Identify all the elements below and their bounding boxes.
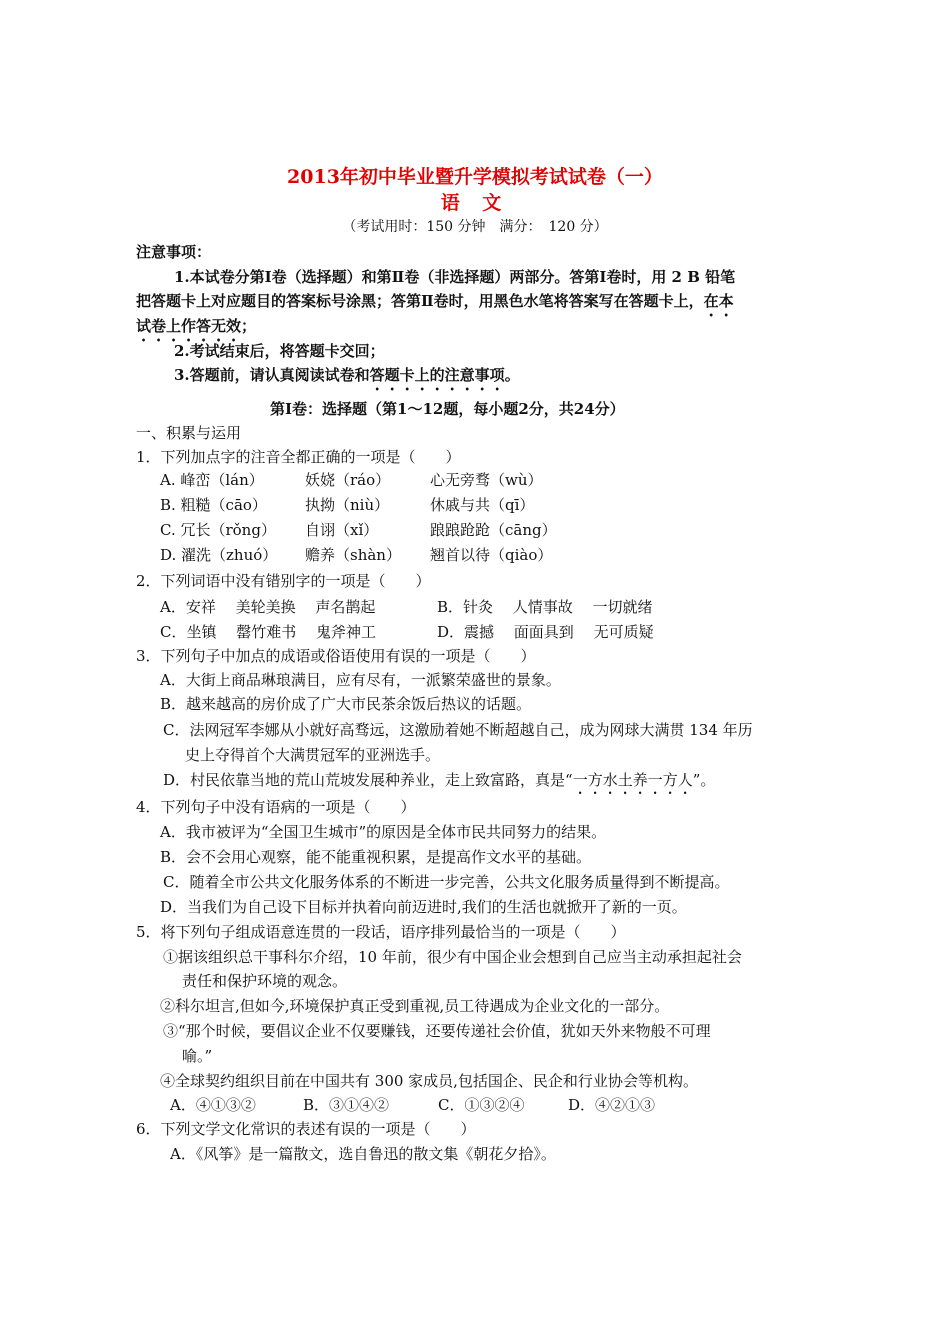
dotted-text: 在本 — [703, 292, 734, 310]
q6-option-a: A．《风筝》是一篇散文，选自鲁迅的散文集《朝花夕拾》。 — [170, 1145, 556, 1163]
dotted-text: 答题卡上的注意事项 — [369, 366, 505, 384]
q4-option-a: A．我市被评为“全国卫生城市”的原因是全体市民共同努力的结果。 — [160, 823, 607, 841]
q6-stem: 6．下列文学文化常识的表述有误的一项是（ ） — [136, 1120, 476, 1138]
q4-stem: 4．下列句子中没有语病的一项是（ ） — [136, 798, 416, 816]
q1-stem: 1．下列加点字的注音全都正确的一项是（ ） — [136, 448, 461, 466]
section-heading: 第Ⅰ卷：选择题（第1～12题，每小题2分，共24分） — [270, 400, 625, 418]
notice-item-2: 2.考试结束后，将答题卡交回； — [174, 342, 385, 360]
notice-heading: 注意事项： — [136, 243, 212, 261]
q5-sentence-3-cont: 喻。” — [182, 1047, 213, 1065]
q5-sentence-1: ①据该组织总干事科尔介绍，10 年前，很少有中国企业会想到自己应当主动承担起社会 — [163, 948, 742, 966]
subject-title: 语 文 — [440, 192, 510, 214]
dotted-text: 试卷上作答无效 — [136, 317, 242, 335]
q3-option-d: D．村民依靠当地的荒山荒坡发展种养业，走上致富路，真是“一方水土养一方人”。 — [163, 771, 716, 789]
exam-info: （考试用时：150 分钟 满分： 120 分） — [342, 219, 608, 235]
notice-item-1-line-1: 1.本试卷分第Ⅰ卷（选择题）和第Ⅱ卷（非选择题）两部分。答第Ⅰ卷时，用 2 B 铅笔 — [174, 268, 736, 286]
notice-item-1-line-2: 把答题卡上对应题目的答案标号涂黑；答第Ⅱ卷时，用黑色水笔将答案写在答题卡上，在本 — [136, 292, 734, 310]
exam-page: 2013年初中毕业暨升学模拟考试试卷（一） 语 文 （考试用时：150 分钟 满分： 120 分） 注意事项： 1.本试卷分第Ⅰ卷（选择题）和第Ⅱ卷（非选择题）两部分。答第Ⅰ卷时，用 2 B 铅笔 把答题卡上对应题目的答案标号涂黑；答第Ⅱ卷时，用黑色水笔将答案写在答题卡上，在本 试卷上作答无效； 2.考试结束后，将答题卡交回； 3.答题前，请认真阅读试卷和答题卡上的注意事项。 第Ⅰ卷：选择题（第1～12题，每小题2分，共24分） 一、积累与运用 1．下列加点字的注音全都正确的一项是（ ） A. 峰峦（lán） 妖娆（ráo） 心无旁骛（wù） B. 粗糙（cāo） 执拗（niù） 休戚与共（qī） C. 冗长（rǒng） 自诩（xǐ） 踉踉跄跄（cāng） D. 濯洗（zhuó） 赡养（shàn） 翘首以待（qiào） 2．下列词语中没有错别字的一项是（ ） A．安祥 美轮美换 声名鹊起 B．针灸 人情事故 一切就绪 C．坐镇 罄竹难书 鬼斧神工 D．震撼 面面具到 无可质疑 3．下列句子中加点的成语或俗语使用有误的一项是（ ） A．大街上商品琳琅满目，应有尽有，一派繁荣盛世的景象。 B．越来越高的房价成了广大市民茶余饭后热议的话题。 C．法网冠军李娜从小就好高骛远，这激励着她不断超越自己，成为网球大满贯 134 年历 史上夺得首个大满贯冠军的亚洲选手。 D．村民依靠当地的荒山荒坡发展种养业，走上致富路，真是“一方水土养一方人”。 4．下列句子中没有语病的一项是（ ） A．我市被评为“全国卫生城市”的原因是全体市民共同努力的结果。 B．会不会用心观察，能不能重视积累，是提高作文水平的基础。 C．随着全市公共文化服务体系的不断进一步完善，公共文化服务质量得到不断提高。 D．当我们为自己设下目标并执着向前迈进时,我们的生活也就掀开了新的一页。 5．将下列句子组成语意连贯的一段话，语序排列最恰当的一项是（ ） ①据该组织总干事科尔介绍，10 年前，很少有中国企业会想到自己应当主动承担起社会 责任和保护环境的观念。 ②科尔坦言,但如今,环境保护真正受到重视,员工待遇成为企业文化的一部分。 ③“那个时候，要倡议企业不仅要赚钱，还要传递社会价值，犹如天外来物般不可理 喻。” ④全球契约组织目前在中国共有 300 家成员,包括国企、民企和行业协会等机构。 A．④①③② B．③①④② C．①③②④ D．④②①③ 6．下列文学文化常识的表述有误的一项是（ ） A．《风筝》是一篇散文，选自鲁迅的散文集《朝花夕拾》。 — [0, 0, 950, 1344]
q5-sentence-1-cont: 责任和保护环境的观念。 — [182, 972, 348, 990]
exam-title: 2013年初中毕业暨升学模拟考试试卷（一） — [287, 166, 663, 188]
q3-stem: 3．下列句子中加点的成语或俗语使用有误的一项是（ ） — [136, 647, 536, 665]
q5-sentence-4: ④全球契约组织目前在中国共有 300 家成员,包括国企、民企和行业协会等机构。 — [160, 1072, 698, 1090]
q5-sentence-3: ③“那个时候，要倡议企业不仅要赚钱，还要传递社会价值，犹如天外来物般不可理 — [163, 1022, 711, 1040]
q5-sentence-2: ②科尔坦言,但如今,环境保护真正受到重视,员工待遇成为企业文化的一部分。 — [160, 997, 670, 1015]
notice-item-1-line-3: 试卷上作答无效； — [136, 317, 257, 335]
q3-option-a: A．大街上商品琳琅满目，应有尽有，一派繁荣盛世的景象。 — [160, 671, 561, 689]
dotted-text: 一方水土养一方人 — [572, 771, 693, 789]
q3-option-b: B．越来越高的房价成了广大市民茶余饭后热议的话题。 — [160, 695, 532, 713]
q4-option-d: D．当我们为自己设下目标并执着向前迈进时,我们的生活也就掀开了新的一页。 — [160, 898, 687, 916]
q3-option-c: C．法网冠军李娜从小就好高骛远，这激励着她不断超越自己，成为网球大满贯 134 年历 — [163, 721, 753, 739]
q2-stem: 2．下列词语中没有错别字的一项是（ ） — [136, 572, 431, 590]
q4-option-c: C．随着全市公共文化服务体系的不断进一步完善，公共文化服务质量得到不断提高。 — [163, 873, 730, 891]
notice-item-3: 3.答题前，请认真阅读试卷和答题卡上的注意事项。 — [174, 366, 520, 384]
q3-option-c-cont: 史上夺得首个大满贯冠军的亚洲选手。 — [185, 746, 441, 764]
part-heading: 一、积累与运用 — [136, 424, 242, 442]
q5-stem: 5．将下列句子组成语意连贯的一段话，语序排列最恰当的一项是（ ） — [136, 923, 626, 941]
q4-option-b: B．会不会用心观察，能不能重视积累，是提高作文水平的基础。 — [160, 848, 592, 866]
